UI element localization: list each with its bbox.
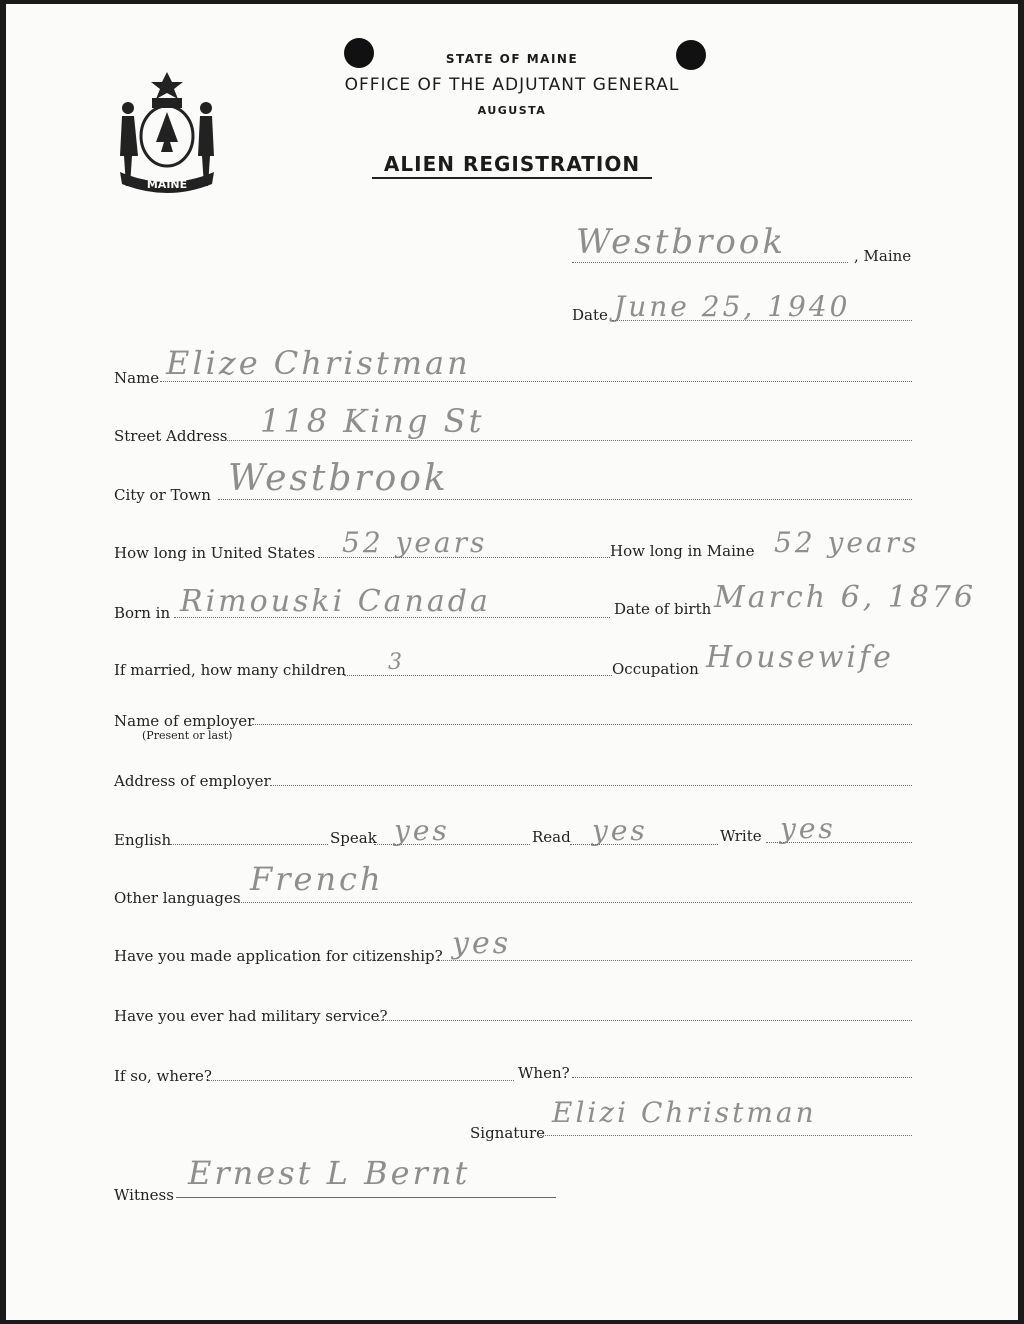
speak-value: yes — [394, 814, 450, 847]
write-line — [766, 842, 912, 843]
how-long-us-label: How long in United States — [114, 544, 316, 562]
write-label: Write — [720, 827, 762, 845]
signature-label: Signature — [470, 1124, 546, 1142]
maine-label: , Maine — [854, 247, 912, 265]
where-label: If so, where? — [114, 1067, 212, 1085]
children-label: If married, how many children — [114, 661, 346, 679]
employer-address-label: Address of employer — [114, 772, 271, 790]
name-label: Name — [114, 369, 160, 387]
read-line — [570, 844, 718, 845]
city-value: Westbrook — [228, 458, 449, 499]
employer-note: (Present or last) — [142, 729, 233, 742]
speak-label: Speak — [330, 829, 377, 847]
children-value: 3 — [388, 650, 405, 675]
military-line — [378, 1020, 912, 1021]
other-languages-value: French — [250, 860, 384, 898]
write-value: yes — [780, 812, 836, 845]
when-label: When? — [518, 1064, 570, 1082]
english-line — [170, 844, 328, 845]
employer-address-line — [270, 785, 912, 786]
street-line — [224, 440, 912, 441]
how-long-us-line — [318, 557, 610, 558]
read-value: yes — [592, 814, 648, 847]
street-value: 118 King St — [260, 402, 485, 440]
when-line — [572, 1077, 912, 1078]
military-label: Have you ever had military service? — [114, 1007, 388, 1025]
witness-line — [176, 1197, 556, 1198]
city-label: City or Town — [114, 486, 211, 504]
citizenship-label: Have you made application for citizenship? — [114, 947, 443, 965]
name-line — [160, 381, 912, 382]
date-value: June 25, 1940 — [614, 290, 851, 323]
read-label: Read — [532, 828, 571, 846]
office-heading: OFFICE OF THE ADJUTANT GENERAL — [344, 75, 680, 95]
city-heading: AUGUSTA — [477, 104, 547, 117]
seal-banner-text: MAINE — [146, 178, 188, 191]
occupation-value: Housewife — [706, 640, 894, 675]
date-of-birth-value: March 6, 1876 — [714, 580, 977, 615]
signature-line — [540, 1135, 912, 1136]
employer-label: Name of employer — [114, 712, 255, 730]
title-underline — [372, 177, 652, 179]
date-label: Date — [572, 306, 608, 324]
form-title: ALIEN REGISTRATION — [383, 152, 641, 176]
witness-value: Ernest L Bernt — [188, 1154, 471, 1192]
born-in-line — [174, 617, 610, 618]
name-value: Elize Christman — [166, 344, 471, 382]
state-heading: STATE OF MAINE — [445, 52, 579, 66]
other-languages-label: Other languages — [114, 889, 241, 907]
city-line — [218, 499, 912, 500]
signature-value: Elizi Christman — [552, 1096, 817, 1129]
town-line — [572, 262, 848, 263]
citizenship-line — [436, 960, 912, 961]
other-languages-line — [236, 902, 912, 903]
street-label: Street Address — [114, 427, 228, 445]
how-long-us-value: 52 years — [342, 526, 488, 559]
speak-line — [374, 844, 530, 845]
employer-line — [252, 724, 912, 725]
born-in-label: Born in — [114, 604, 171, 622]
date-line — [612, 320, 912, 321]
witness-label: Witness — [114, 1186, 174, 1204]
occupation-label: Occupation — [612, 660, 699, 678]
date-of-birth-label: Date of birth — [614, 600, 712, 618]
how-long-maine-value: 52 years — [774, 526, 920, 559]
how-long-maine-label: How long in Maine — [610, 542, 755, 560]
english-label: English — [114, 831, 172, 849]
town-value: Westbrook — [576, 222, 786, 262]
children-line — [344, 675, 612, 676]
born-in-value: Rimouski Canada — [180, 584, 491, 619]
where-line — [208, 1080, 514, 1081]
citizenship-value: yes — [452, 926, 512, 961]
